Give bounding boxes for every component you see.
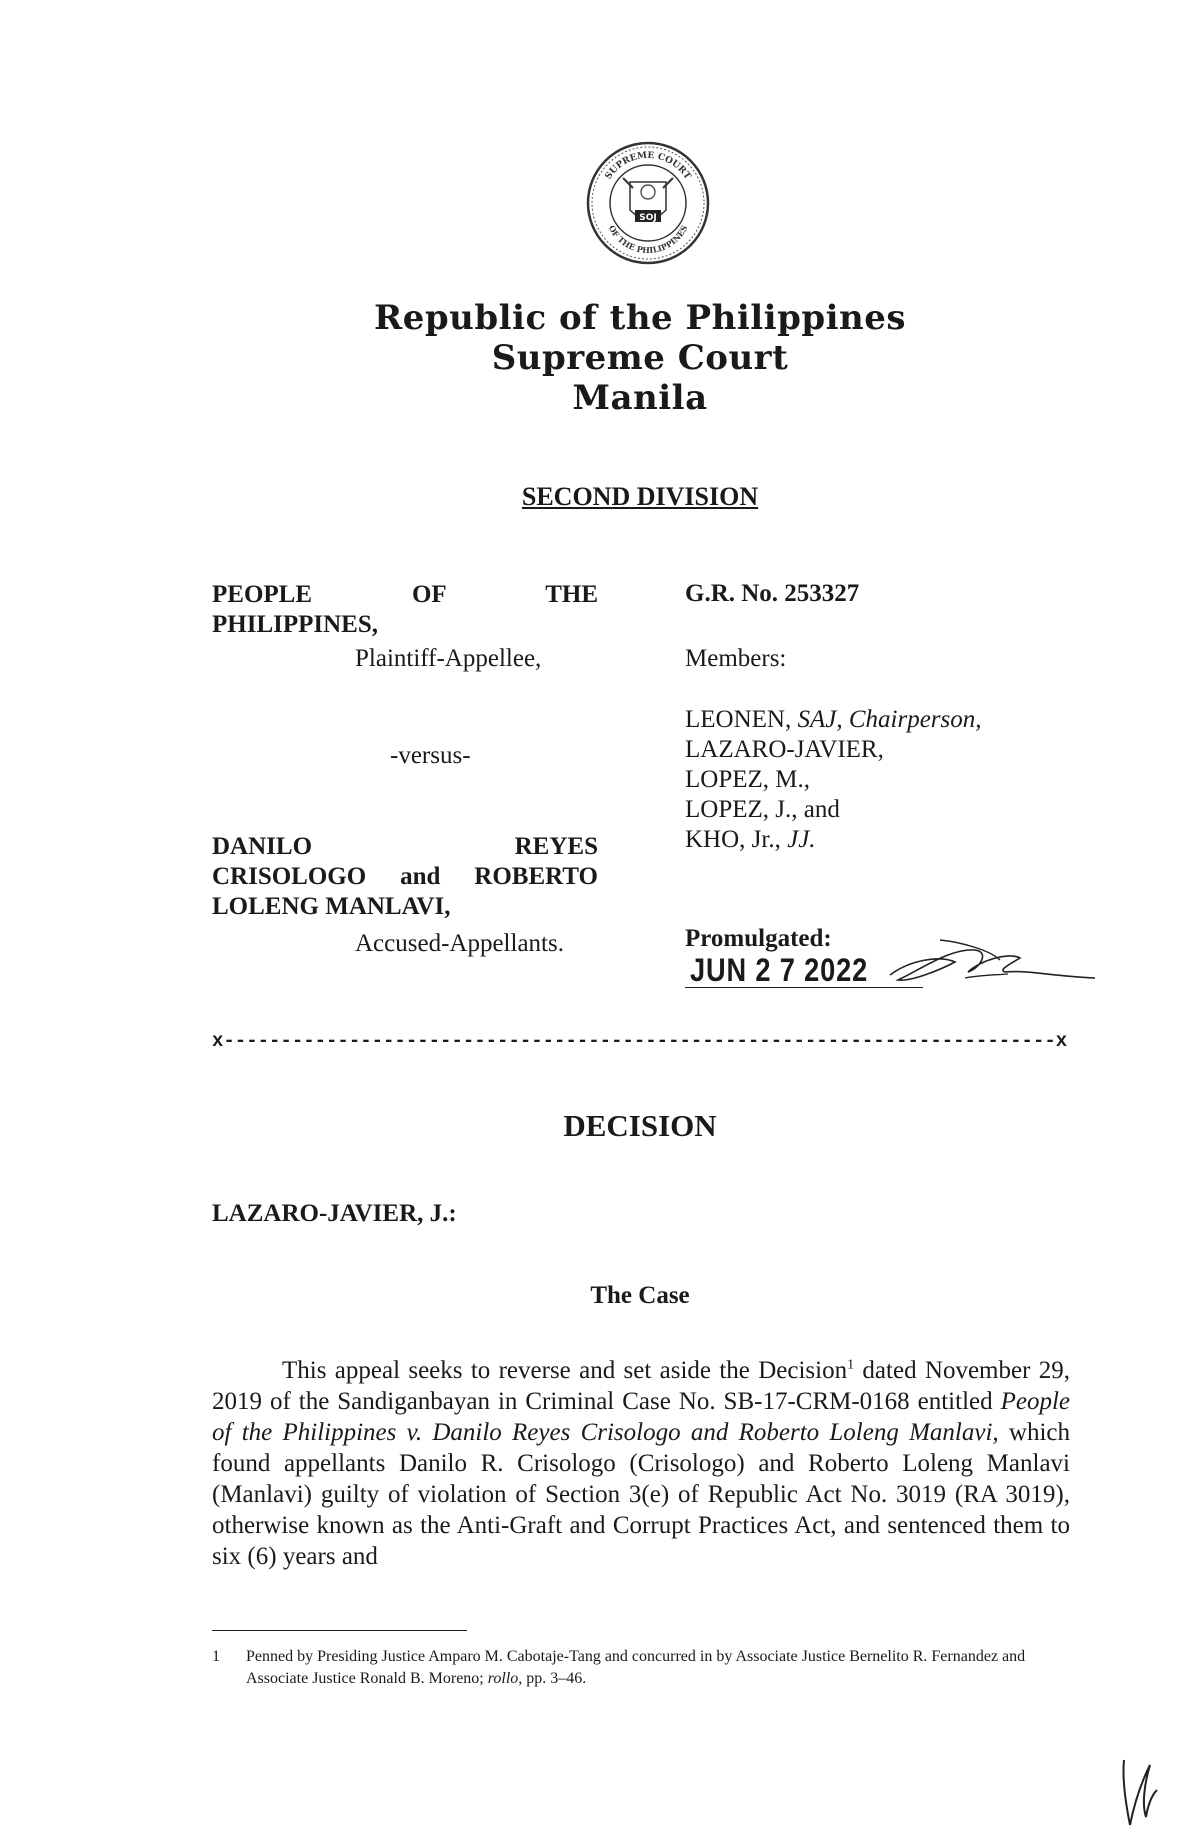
gr-number: G.R. No. 253327 <box>685 580 860 607</box>
promulgated-date-stamp: JUN 2 7 2022 <box>690 952 869 988</box>
seal-text-top: SUPREME COURT <box>603 150 693 182</box>
handwritten-signature <box>880 930 1100 1000</box>
accused-line-2: CRISOLOGO and ROBERTO <box>212 863 598 890</box>
member-item: LAZARO-JAVIER, <box>685 736 884 763</box>
header-manila: Manila <box>572 378 708 418</box>
accused-line-1: DANILO REYES <box>212 833 598 860</box>
section-heading: The Case <box>590 1282 690 1309</box>
accused-role: Accused-Appellants. <box>355 930 564 957</box>
plaintiff-role: Plaintiff-Appellee, <box>355 645 542 672</box>
footnote-ref[interactable]: 1 <box>847 1357 855 1373</box>
footnote-rule <box>212 1630 467 1631</box>
header-republic: Republic of the Philippines <box>373 298 907 338</box>
supreme-court-seal <box>585 140 711 266</box>
accused-caption <box>212 832 598 922</box>
case-title: People of the Philippines v. Danilo Reyes Crisologo and Roberto Loleng Manlavi, <box>212 1388 1070 1446</box>
members-list <box>685 705 982 855</box>
member-item: LOPEZ, M., <box>685 766 810 793</box>
handwritten-initial <box>1112 1755 1162 1830</box>
division-heading: SECOND DIVISION <box>521 482 759 511</box>
body-paragraph: This appeal seeks to reverse and set aside the Decision$^1$ dated November 29, 2019 of the Sandiganbayan in Criminal Case No. SB-17-CRM-0168 entitled People of the Philippines v. Danilo Reyes Crisologo and Roberto Loleng Manlavi, which found appellants Danilo R. Crisologo (Crisologo) and Roberto Loleng Manlavi (Manlavi) guilty of violation of Section 3(e) of Republic Act No. 3019 (RA 3019), otherwise known as the Anti-Graft and Corrupt Practices Act, and sentenced them to six (6) years and <box>212 1357 1070 1570</box>
caption-separator: x-------------------------------------------------------------------------x <box>212 1030 1068 1052</box>
plaintiff-line-1: PEOPLE OF THE <box>212 581 598 608</box>
plaintiff-line-2: PHILIPPINES, <box>212 611 379 638</box>
footnote-number: 1 <box>212 1648 220 1665</box>
members-label: Members: <box>685 645 787 672</box>
seal-text-bottom: OF THE PHILIPPINES <box>606 223 690 256</box>
header-supreme-court: Supreme Court <box>491 338 789 378</box>
svg-text:SUPREME COURT <box>604 151 693 182</box>
ponente: LAZARO-JAVIER, J.: <box>212 1200 457 1227</box>
member-item: LEONEN, SAJ, Chairperson, <box>685 706 982 733</box>
footnote: 1 Penned by Presiding Justice Amparo M. Cabotaje-Tang and concurred in by Associate Justice Bernelito R. Fernandez and Associate Justice Ronald B. Moreno; rollo, pp. 3–46. <box>212 1648 1026 1687</box>
member-item: LOPEZ, J., and <box>685 796 840 823</box>
plaintiff-caption <box>212 580 598 640</box>
member-item: KHO, Jr., JJ. <box>685 826 816 853</box>
versus-label: -versus- <box>390 742 471 769</box>
seal-center-text: SOJ <box>639 213 657 223</box>
promulgated-label: Promulgated: <box>685 925 832 952</box>
decision-title: DECISION <box>563 1108 717 1143</box>
accused-line-3: LOLENG MANLAVI, <box>212 893 451 920</box>
